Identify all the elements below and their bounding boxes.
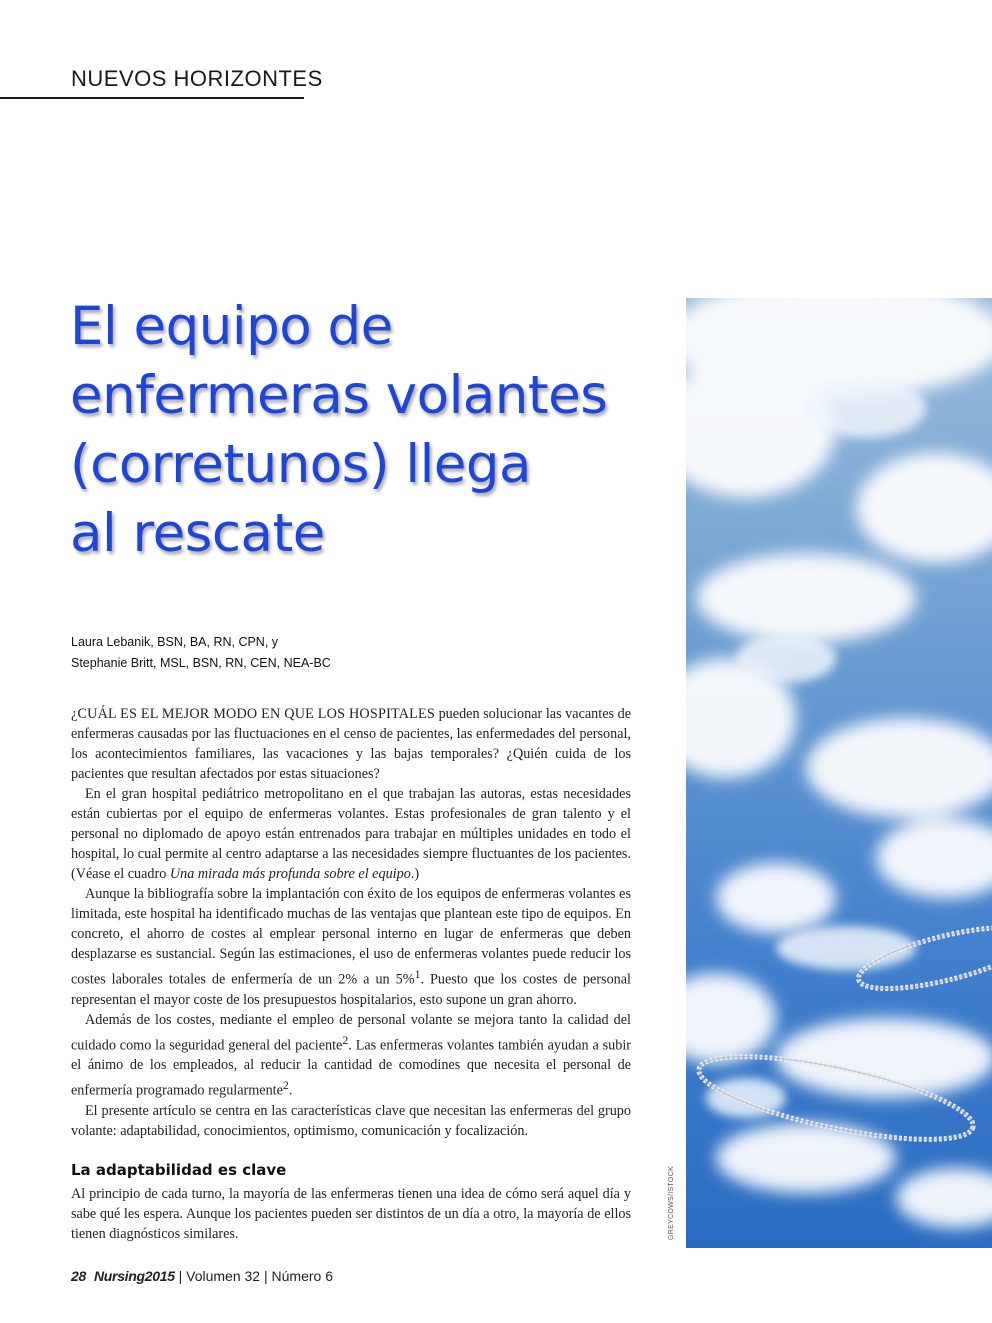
paragraph: Aunque la bibliografía sobre la implantación con éxito de los equipos de enfermeras volantes es limitada, este hospital ha identificado muchas de las ventajas que plantean este tipo de equipos. En concreto, el ahorro de costes al emplear personal interno en lugar de enfermeras que deben desplazarse es sustancial. Según las estimaciones, el uso de enfermeras volantes puede reducir los costes laborales totales de enfermería de un 2% a un 5%$^1$. Puesto que los costes de personal representan el mayor coste de los presupuestos hospitalarios, esto supone un gran ahorro. (71, 886, 631, 1008)
page-footer: 28 Nursing2015 | Volumen 32 | Número 6 (71, 1268, 333, 1284)
journal-name: Nursing2015 (93, 1268, 175, 1284)
article-title (70, 292, 670, 568)
author-line: Stephanie Britt, MSL, BSN, RN, CEN, NEA-BC (71, 656, 331, 670)
byline (71, 632, 331, 674)
reference-mark: 1 (414, 967, 421, 981)
title-line: El equipo de (70, 296, 393, 357)
title-line: enfermeras volantes (70, 365, 608, 426)
volume: Volumen 32 (186, 1268, 261, 1284)
page-number: 28 (71, 1268, 86, 1284)
section-label: NUEVOS HORIZONTES (71, 66, 323, 91)
reference-mark: 2 (342, 1032, 349, 1047)
paragraph: En el gran hospital pediátrico metropolitano en el que trabajan las autoras, estas necesidades están cubiertas por el equipo de enfermeras volantes. Estas profesionales de gran talento y el personal no diplomado de apoyo están entrenados para trabajar en múltiples unidades en todo el hospital, lo cual permite al centro adaptarse a las necesidades siempre fluctuantes de los pacientes. (Véase el cuadro Una mirada más profunda sobre el equipo.) (71, 786, 631, 882)
paragraph: ¿CUÁL ES EL MEJOR MODO EN QUE LOS HOSPITALES pueden solucionar las vacantes de enfermeras causadas por las fluctuaciones en el censo de pacientes, las enfermedades del personal, los acontecimientos familiares, las vacaciones y las bajas temporales? ¿Quién cuida de los pacientes que resultan afectados por estas situaciones? (71, 706, 631, 782)
title-line: (corretunos) llega (70, 434, 532, 495)
author-line: Laura Lebanik, BSN, BA, RN, CPN, y (71, 635, 279, 649)
article-body-continued (71, 1184, 631, 1244)
issue: Número 6 (271, 1268, 333, 1284)
photo-credit: GREYCOWS/ISTOCK (668, 1166, 675, 1240)
paragraph: El presente artículo se centra en las características clave que necesitan las enfermeras del grupo volante: adaptabilidad, conocimientos, optimismo, comunicación y focalización. (71, 1103, 631, 1140)
sky-photo (686, 298, 992, 1248)
reference-mark: 2 (282, 1078, 289, 1093)
clouds-illustration (686, 298, 992, 1248)
lead-in-caps: ¿CUÁL ES EL MEJOR MODO EN QUE LOS HOSPITALES (71, 706, 435, 722)
subheading: La adaptabilidad es clave (71, 1161, 287, 1179)
section-rule (0, 97, 304, 99)
paragraph: Además de los costes, mediante el empleo de personal volante se mejora tanto la calidad del cuidado como la seguridad general del paciente$^2$. Las enfermeras volantes también ayudan a subir el ánimo de los empleados, al reducir la cantidad de comodines que necesita el personal de enfermería programado regularmente$^2$. (71, 1011, 631, 1100)
article-body (71, 704, 631, 1141)
box-reference: Una mirada más profunda sobre el equipo (169, 866, 411, 882)
title-line: al rescate (70, 503, 325, 564)
paragraph: Al principio de cada turno, la mayoría de las enfermeras tienen una idea de cómo será aquel día y sabe qué les espera. Aunque los pacientes pueden ser distintos de un día a otro, la mayoría de ellos tienen diagnósticos similares. (71, 1186, 631, 1242)
